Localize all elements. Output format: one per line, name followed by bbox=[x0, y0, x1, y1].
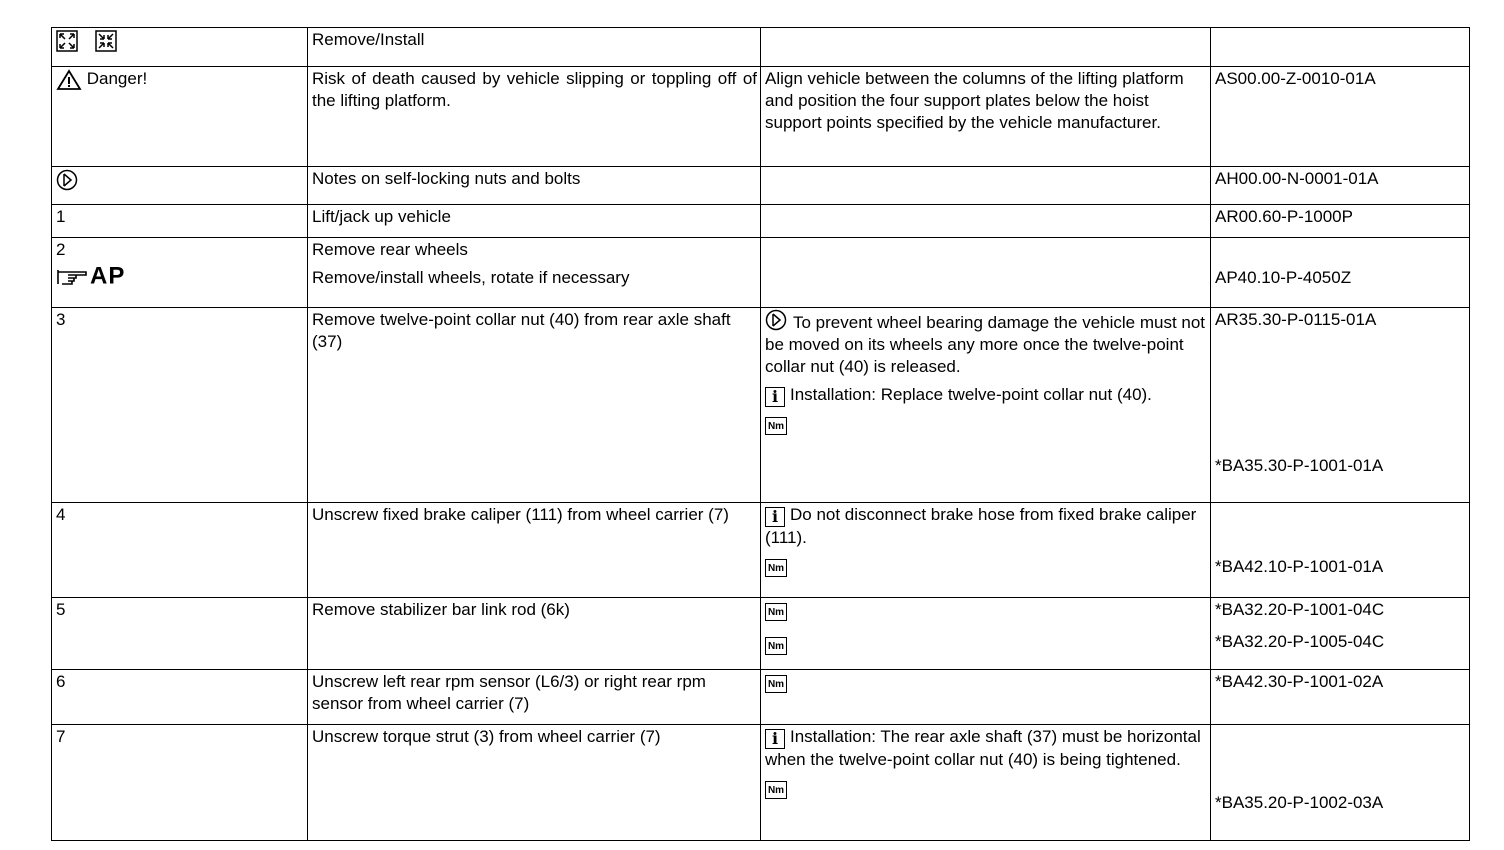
danger-remedy: Align vehicle between the columns of the lifting platform and position the four support plates below the hoist support points specified by the vehicle manufacturer. bbox=[761, 67, 1211, 167]
danger-risk: Risk of death caused by vehicle slipping or toppling off of the lifting platform. bbox=[308, 67, 761, 167]
step-text: Remove stabilizer bar link rod (6k) bbox=[308, 598, 761, 670]
step-number: 2 bbox=[56, 240, 66, 259]
remove-icon bbox=[56, 30, 78, 52]
procedure-table bbox=[51, 27, 1470, 841]
torque-ref: *BA42.30-P-1001-02A bbox=[1211, 670, 1470, 725]
warning-triangle-icon bbox=[56, 69, 82, 91]
note-icon bbox=[765, 309, 787, 331]
step-text: Unscrew fixed brake caliper (111) from wheel carrier (7) bbox=[308, 503, 761, 598]
ap-label: AP bbox=[90, 262, 126, 290]
remove-install-icons-cell bbox=[52, 28, 308, 67]
info-icon: i bbox=[765, 387, 785, 407]
step-subtext: Remove/install wheels, rotate if necessary bbox=[312, 268, 630, 287]
notes-row bbox=[52, 167, 1470, 205]
table-row bbox=[52, 238, 1470, 308]
step-ref: AP40.10-P-4050Z bbox=[1215, 268, 1352, 287]
torque-ref: *BA35.30-P-1001-01A bbox=[1215, 456, 1384, 475]
torque-nm-icon: Nm bbox=[765, 417, 787, 435]
step-text: Lift/jack up vehicle bbox=[308, 205, 761, 238]
torque-ref: *BA32.20-P-1001-04C bbox=[1215, 600, 1385, 619]
table-row bbox=[52, 725, 1470, 841]
step-text: Unscrew torque strut (3) from wheel carrier (7) bbox=[308, 725, 761, 841]
torque-ref: *BA35.20-P-1002-03A bbox=[1215, 793, 1384, 812]
table-row bbox=[52, 308, 1470, 503]
step-number: 1 bbox=[52, 205, 308, 238]
install-icon bbox=[95, 30, 117, 52]
step-text: Unscrew left rear rpm sensor (L6/3) or right rear rpm sensor from wheel carrier (7) bbox=[308, 670, 761, 725]
note-text: To prevent wheel bearing damage the vehicle must not be moved on its wheels any more once the twelve-point collar nut (40) is released. bbox=[765, 313, 1206, 376]
step-number: 6 bbox=[52, 670, 308, 725]
info-icon: i bbox=[765, 729, 785, 749]
table-row bbox=[52, 670, 1470, 725]
torque-nm-icon: Nm bbox=[765, 675, 787, 693]
step-ref: AR35.30-P-0115-01A bbox=[1215, 310, 1377, 329]
notes-ref: AH00.00-N-0001-01A bbox=[1211, 167, 1470, 205]
step-number: 5 bbox=[52, 598, 308, 670]
torque-nm-icon: Nm bbox=[765, 559, 787, 577]
info-icon: i bbox=[765, 507, 785, 527]
danger-row bbox=[52, 67, 1470, 167]
step-number: 3 bbox=[52, 308, 308, 503]
torque-nm-icon: Nm bbox=[765, 603, 787, 621]
danger-label: Danger! bbox=[86, 69, 148, 88]
remove-install-label: Remove/Install bbox=[308, 28, 761, 67]
step-ref: AR00.60-P-1000P bbox=[1211, 205, 1470, 238]
table-row bbox=[52, 598, 1470, 670]
installation-note: Installation: Replace twelve-point collar nut (40). bbox=[790, 385, 1152, 404]
table-row bbox=[52, 503, 1470, 598]
danger-cell bbox=[52, 67, 308, 167]
torque-ref: *BA42.10-P-1001-01A bbox=[1215, 557, 1384, 576]
table-row bbox=[52, 205, 1470, 238]
header-row bbox=[52, 28, 1470, 67]
torque-nm-icon: Nm bbox=[765, 637, 787, 655]
step-text: Remove twelve-point collar nut (40) from rear axle shaft (37) bbox=[308, 308, 761, 503]
installation-note: Installation: The rear axle shaft (37) must be horizontal when the twelve-point collar nut (40) is being tightened. bbox=[765, 727, 1201, 769]
step-number: 7 bbox=[52, 725, 308, 841]
info-note: Do not disconnect brake hose from fixed brake caliper (111). bbox=[765, 505, 1197, 547]
danger-ref: AS00.00-Z-0010-01A bbox=[1211, 67, 1470, 167]
torque-nm-icon: Nm bbox=[765, 781, 787, 799]
step-text: Remove rear wheels bbox=[312, 240, 468, 259]
self-locking-note-icon bbox=[56, 169, 78, 191]
torque-ref: *BA32.20-P-1005-04C bbox=[1215, 632, 1385, 651]
pointing-hand-icon bbox=[56, 266, 90, 288]
step-number: 4 bbox=[52, 503, 308, 598]
notes-text: Notes on self-locking nuts and bolts bbox=[308, 167, 761, 205]
